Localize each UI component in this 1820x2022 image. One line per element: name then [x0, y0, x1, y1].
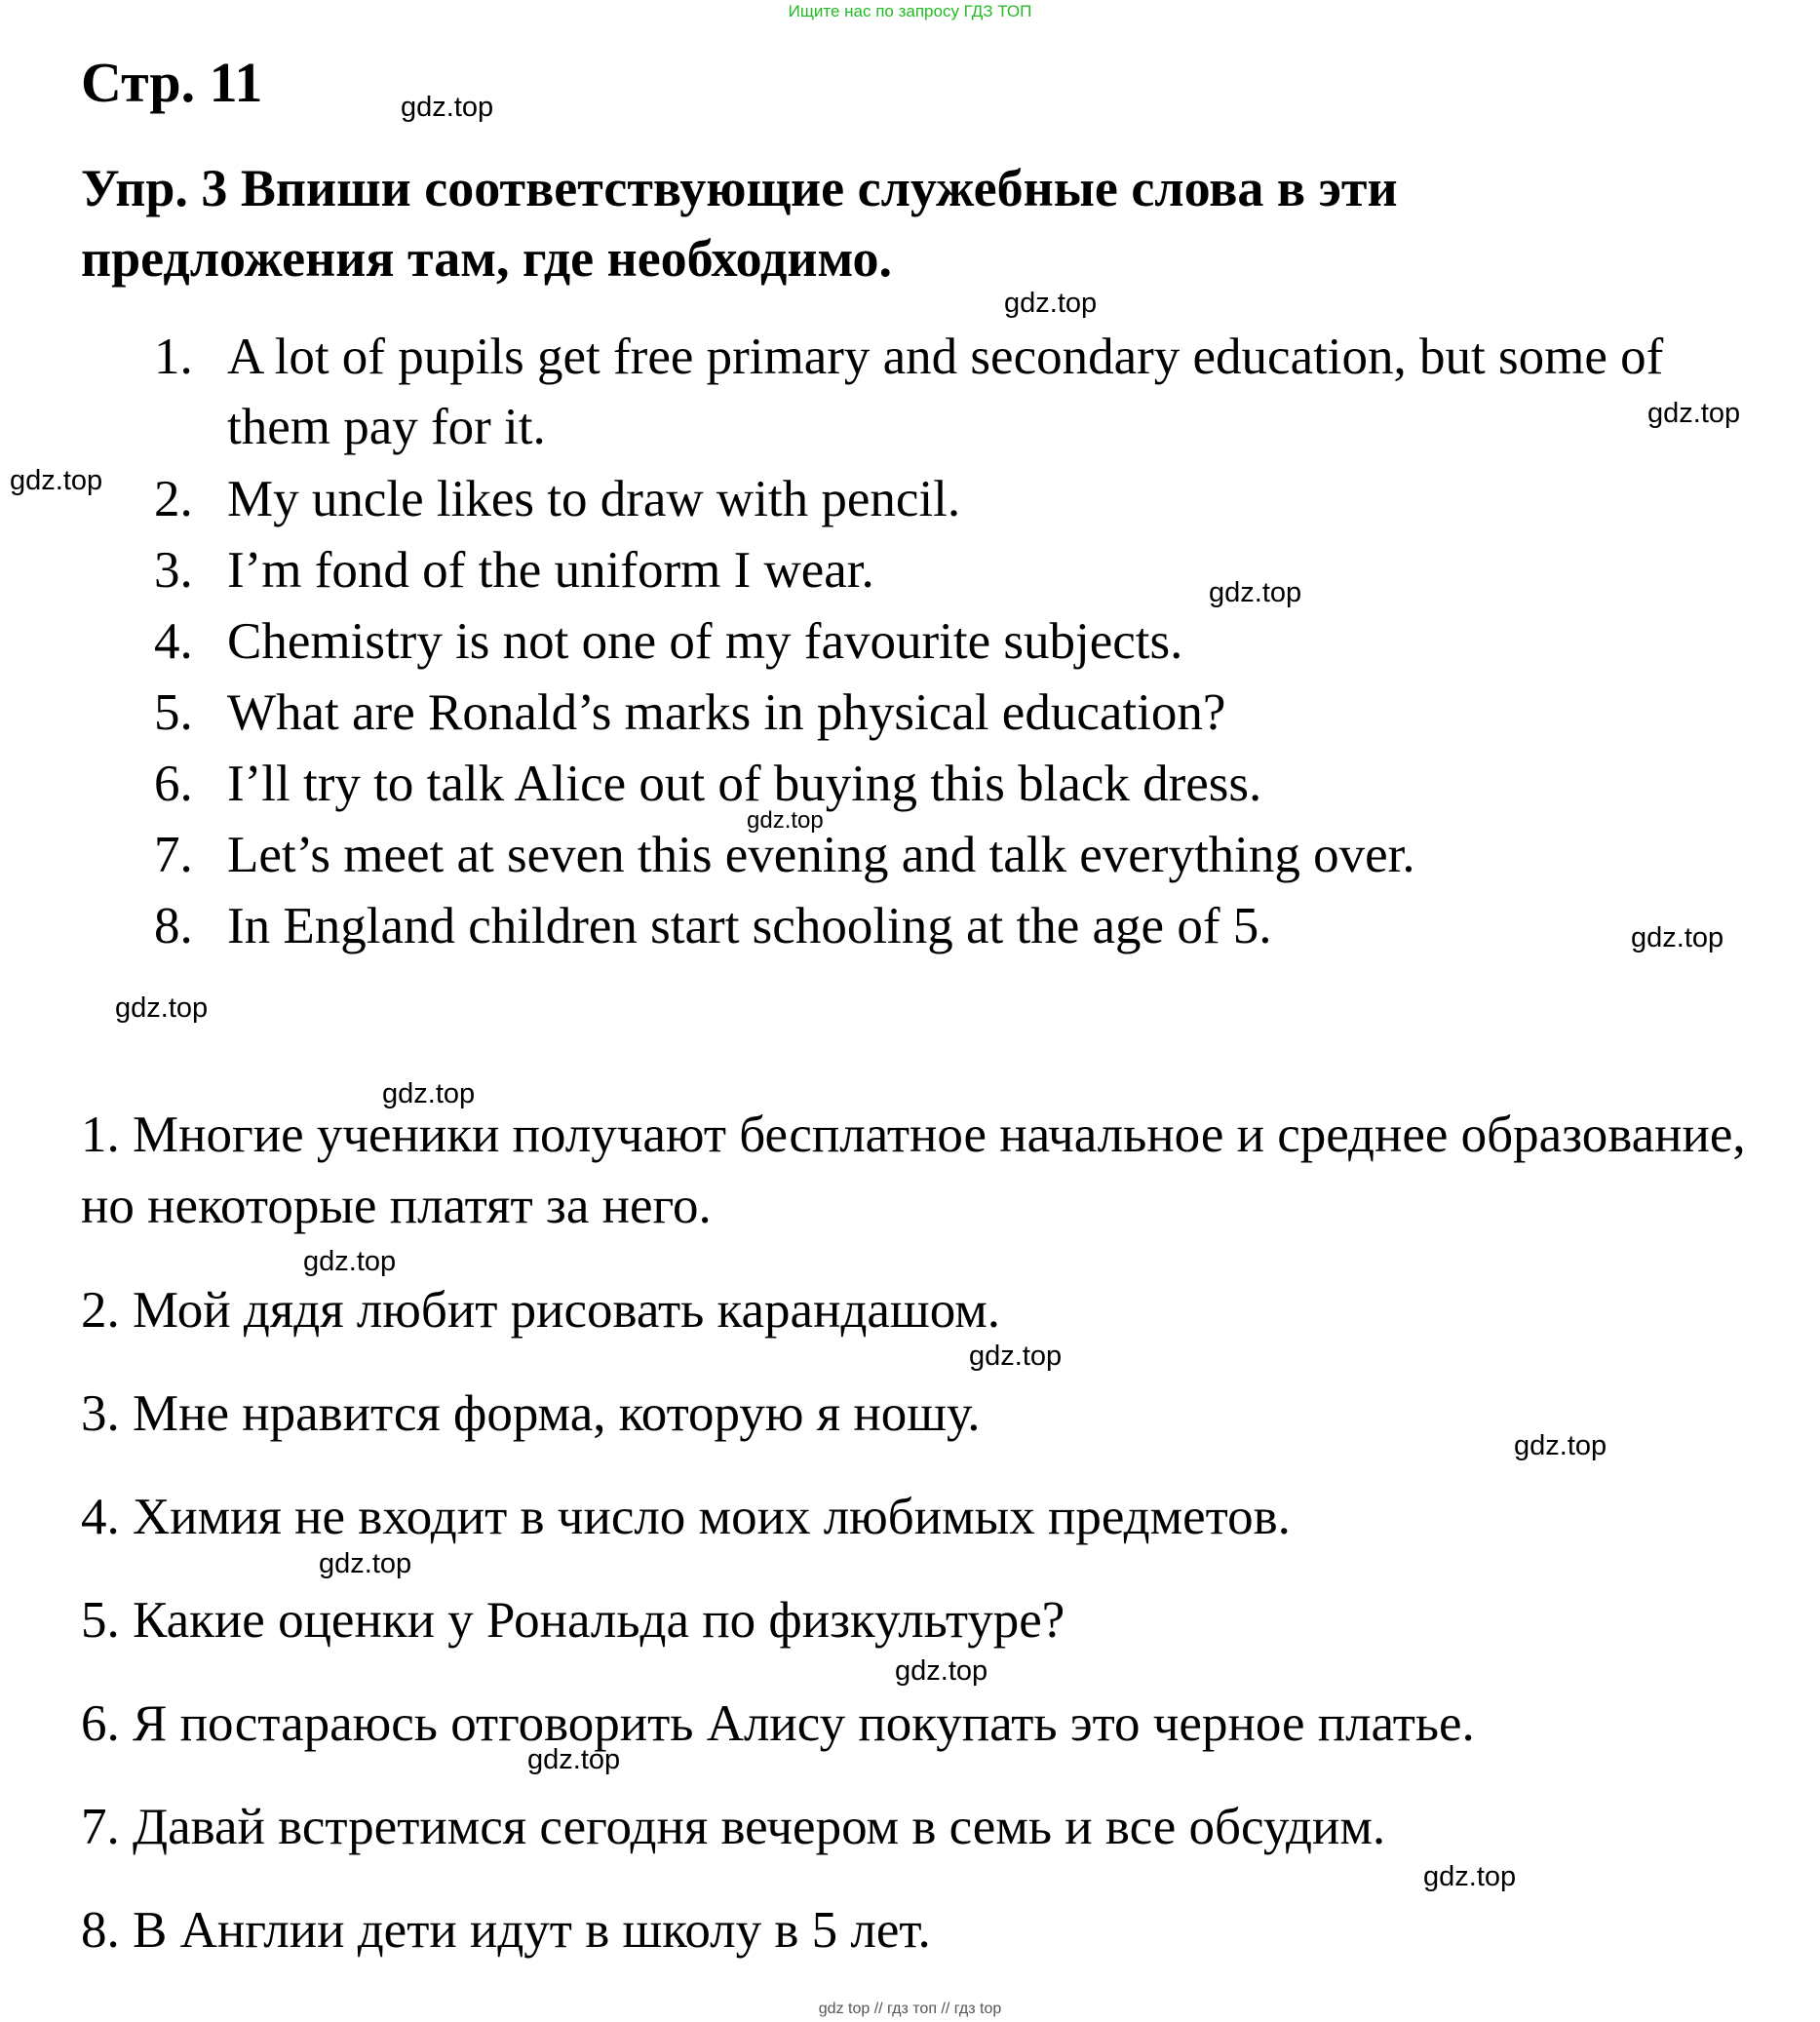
item-text: I’m fond of the uniform I wear.: [227, 542, 874, 599]
watermark: gdz.top: [747, 807, 824, 834]
item-text: Let’s meet at seven this evening and talk everything over.: [227, 827, 1415, 883]
watermark: gdz.top: [1423, 1861, 1517, 1892]
watermark: gdz.top: [382, 1078, 476, 1109]
translation-item: 4. Химия не входит в число моих любимых предметов.: [81, 1489, 1291, 1545]
page-title: Стр. 11: [81, 51, 263, 114]
footer-watermark: gdz top // гдз топ // гдз top: [818, 2001, 1002, 2017]
translation-item: 8. В Англии дети идут в школу в 5 лет.: [81, 1902, 931, 1959]
item-number: 4.: [154, 613, 193, 670]
item-text: In England children start schooling at the age of 5.: [227, 898, 1272, 954]
watermark: gdz.top: [895, 1655, 988, 1687]
item-text: Chemistry is not one of my favourite subjects.: [227, 613, 1183, 670]
item-number: 1.: [154, 329, 193, 385]
item-text: A lot of pupils get free primary and secondary education, but some of them pay for it.: [227, 329, 1664, 455]
translation-item: 7. Давай встретимся сегодня вечером в семь и все обсудим.: [81, 1799, 1386, 1855]
item-number: 8.: [154, 898, 193, 954]
item-number: 3.: [154, 542, 193, 599]
watermark: gdz.top: [303, 1246, 397, 1277]
watermark: gdz.top: [527, 1744, 621, 1775]
translation-item: 5. Какие оценки у Рональда по физкультуре?: [81, 1592, 1065, 1649]
item-number: 5.: [154, 684, 193, 741]
item-number: 2.: [154, 471, 193, 527]
watermark: gdz.top: [401, 92, 494, 123]
translation-item: 3. Мне нравится форма, которую я ношу.: [81, 1385, 981, 1442]
top-banner: Ищите нас по запросу ГДЗ ТОП: [788, 2, 1032, 20]
watermark: gdz.top: [1631, 922, 1724, 953]
translation-item: 2. Мой дядя любит рисовать карандашом.: [81, 1282, 1001, 1339]
watermark: gdz.top: [10, 465, 103, 496]
item-text: What are Ronald’s marks in physical education?: [227, 684, 1226, 741]
watermark: gdz.top: [1004, 288, 1098, 319]
item-number: 7.: [154, 827, 193, 883]
translation-item: 6. Я постараюсь отговорить Алису покупать это черное платье.: [81, 1695, 1475, 1752]
translation-item: 1. Многие ученики получают бесплатное начальное и среднее образование, но некоторые платят за него.: [81, 1107, 1746, 1234]
watermark: gdz.top: [319, 1548, 412, 1579]
watermark: gdz.top: [115, 992, 209, 1024]
watermark: gdz.top: [969, 1341, 1063, 1372]
item-text: I’ll try to talk Alice out of buying this black dress.: [227, 756, 1262, 812]
watermark: gdz.top: [1514, 1430, 1607, 1461]
item-number: 6.: [154, 756, 193, 812]
exercise-title: Упр. 3 Впиши соответствующие служебные слова в эти предложения там, где необходимо.: [81, 159, 1398, 288]
item-text: My uncle likes to draw with pencil.: [227, 471, 961, 527]
watermark: gdz.top: [1209, 577, 1302, 608]
watermark: gdz.top: [1647, 398, 1741, 429]
